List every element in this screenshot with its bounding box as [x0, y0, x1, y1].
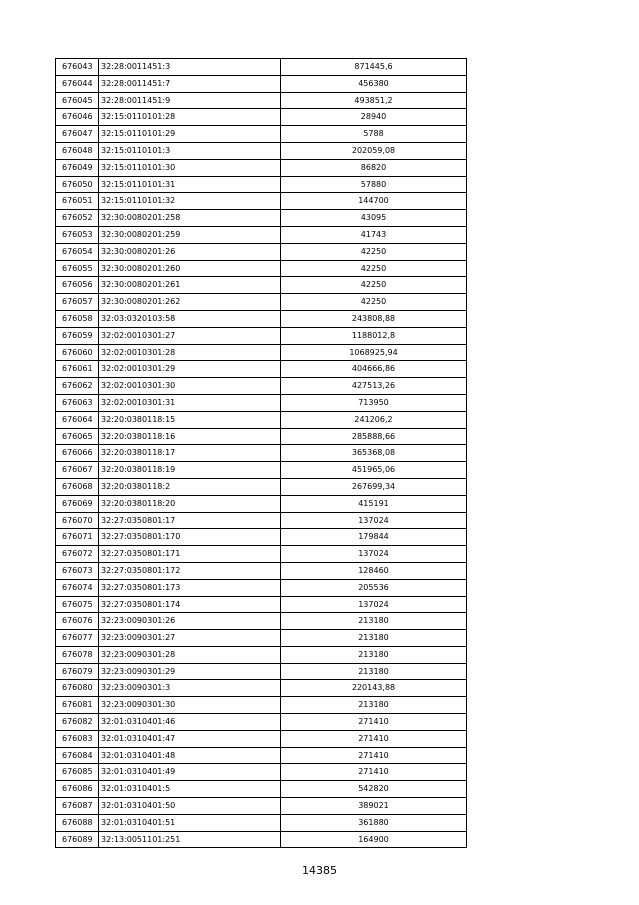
value-cell: 42250: [281, 277, 467, 294]
table-row: [56, 764, 467, 781]
value-cell: 493851,2: [281, 92, 467, 109]
row-id-cell: 676086: [56, 781, 99, 798]
cadastral-number-cell: 32:01:0310401:51: [99, 814, 281, 831]
table-row: [56, 546, 467, 563]
row-id-cell: 676064: [56, 411, 99, 428]
table-row: [56, 714, 467, 731]
table-row: [56, 831, 467, 848]
row-id-cell: 676061: [56, 361, 99, 378]
value-cell: 42250: [281, 243, 467, 260]
value-cell: 137024: [281, 546, 467, 563]
table-row: [56, 243, 467, 260]
cadastral-number-cell: 32:30:0080201:261: [99, 277, 281, 294]
table-row: [56, 176, 467, 193]
value-cell: 871445,6: [281, 59, 467, 76]
cadastral-number-cell: 32:20:0380118:16: [99, 428, 281, 445]
row-id-cell: 676060: [56, 344, 99, 361]
table-row: [56, 226, 467, 243]
cadastral-number-cell: 32:01:0310401:47: [99, 730, 281, 747]
value-cell: 241206,2: [281, 411, 467, 428]
table-row: [56, 646, 467, 663]
row-id-cell: 676068: [56, 478, 99, 495]
cadastral-number-cell: 32:30:0080201:26: [99, 243, 281, 260]
cadastral-number-cell: 32:27:0350801:17: [99, 512, 281, 529]
value-cell: 243808,88: [281, 310, 467, 327]
table-row: [56, 478, 467, 495]
value-cell: 220143,88: [281, 680, 467, 697]
cadastral-number-cell: 32:30:0080201:258: [99, 210, 281, 227]
cadastral-number-cell: 32:30:0080201:260: [99, 260, 281, 277]
value-cell: 213180: [281, 613, 467, 630]
row-id-cell: 676045: [56, 92, 99, 109]
value-cell: 713950: [281, 394, 467, 411]
cadastral-number-cell: 32:27:0350801:172: [99, 562, 281, 579]
cadastral-number-cell: 32:23:0090301:3: [99, 680, 281, 697]
cadastral-number-cell: 32:02:0010301:30: [99, 378, 281, 395]
row-id-cell: 676049: [56, 159, 99, 176]
value-cell: 179844: [281, 529, 467, 546]
table-row: [56, 294, 467, 311]
value-cell: 415191: [281, 495, 467, 512]
row-id-cell: 676073: [56, 562, 99, 579]
table-row: [56, 630, 467, 647]
table-row: [56, 378, 467, 395]
row-id-cell: 676069: [56, 495, 99, 512]
table-row: [56, 109, 467, 126]
cadastral-number-cell: 32:28:0011451:7: [99, 75, 281, 92]
table-row: [56, 579, 467, 596]
cadastral-number-cell: 32:28:0011451:3: [99, 59, 281, 76]
cadastral-number-cell: 32:20:0380118:19: [99, 462, 281, 479]
row-id-cell: 676089: [56, 831, 99, 848]
row-id-cell: 676048: [56, 142, 99, 159]
value-cell: 41743: [281, 226, 467, 243]
page-number: 14385: [302, 864, 337, 877]
cadastral-number-cell: 32:01:0310401:48: [99, 747, 281, 764]
row-id-cell: 676059: [56, 327, 99, 344]
row-id-cell: 676078: [56, 646, 99, 663]
row-id-cell: 676079: [56, 663, 99, 680]
row-id-cell: 676053: [56, 226, 99, 243]
row-id-cell: 676066: [56, 445, 99, 462]
row-id-cell: 676077: [56, 630, 99, 647]
row-id-cell: 676043: [56, 59, 99, 76]
cadastral-number-cell: 32:13:0051101:251: [99, 831, 281, 848]
table-row: [56, 529, 467, 546]
row-id-cell: 676082: [56, 714, 99, 731]
row-id-cell: 676062: [56, 378, 99, 395]
table-row: [56, 344, 467, 361]
table-row: [56, 512, 467, 529]
cadastral-value-table: [55, 58, 467, 848]
table-row: [56, 613, 467, 630]
cadastral-number-cell: 32:01:0310401:5: [99, 781, 281, 798]
table-row: [56, 697, 467, 714]
table-row: [56, 562, 467, 579]
cadastral-number-cell: 32:20:0380118:20: [99, 495, 281, 512]
table-row: [56, 59, 467, 76]
row-id-cell: 676052: [56, 210, 99, 227]
row-id-cell: 676047: [56, 126, 99, 143]
row-id-cell: 676051: [56, 193, 99, 210]
value-cell: 427513,26: [281, 378, 467, 395]
cadastral-number-cell: 32:01:0310401:46: [99, 714, 281, 731]
value-cell: 28940: [281, 109, 467, 126]
row-id-cell: 676081: [56, 697, 99, 714]
table-row: [56, 495, 467, 512]
table-row: [56, 142, 467, 159]
table-row: [56, 814, 467, 831]
row-id-cell: 676044: [56, 75, 99, 92]
value-cell: 285888,66: [281, 428, 467, 445]
table-row: [56, 428, 467, 445]
cadastral-number-cell: 32:01:0310401:50: [99, 798, 281, 815]
row-id-cell: 676067: [56, 462, 99, 479]
table-row: [56, 680, 467, 697]
cadastral-number-cell: 32:27:0350801:171: [99, 546, 281, 563]
value-cell: 456380: [281, 75, 467, 92]
row-id-cell: 676084: [56, 747, 99, 764]
table-row: [56, 445, 467, 462]
value-cell: 128460: [281, 562, 467, 579]
cadastral-number-cell: 32:30:0080201:262: [99, 294, 281, 311]
table-row: [56, 327, 467, 344]
row-id-cell: 676056: [56, 277, 99, 294]
row-id-cell: 676055: [56, 260, 99, 277]
value-cell: 57880: [281, 176, 467, 193]
cadastral-number-cell: 32:28:0011451:9: [99, 92, 281, 109]
value-cell: 86820: [281, 159, 467, 176]
table-row: [56, 193, 467, 210]
cadastral-number-cell: 32:02:0010301:29: [99, 361, 281, 378]
value-cell: 542820: [281, 781, 467, 798]
value-cell: 137024: [281, 512, 467, 529]
row-id-cell: 676075: [56, 596, 99, 613]
row-id-cell: 676076: [56, 613, 99, 630]
value-cell: 205536: [281, 579, 467, 596]
value-cell: 164900: [281, 831, 467, 848]
table-row: [56, 663, 467, 680]
row-id-cell: 676074: [56, 579, 99, 596]
table-row: [56, 596, 467, 613]
value-cell: 43095: [281, 210, 467, 227]
value-cell: 361880: [281, 814, 467, 831]
cadastral-number-cell: 32:15:0110101:3: [99, 142, 281, 159]
cadastral-number-cell: 32:02:0010301:28: [99, 344, 281, 361]
table-row: [56, 159, 467, 176]
value-cell: 1188012,8: [281, 327, 467, 344]
cadastral-number-cell: 32:15:0110101:29: [99, 126, 281, 143]
row-id-cell: 676050: [56, 176, 99, 193]
cadastral-number-cell: 32:30:0080201:259: [99, 226, 281, 243]
row-id-cell: 676046: [56, 109, 99, 126]
value-cell: 451965,06: [281, 462, 467, 479]
value-cell: 271410: [281, 714, 467, 731]
table-row: [56, 277, 467, 294]
row-id-cell: 676058: [56, 310, 99, 327]
cadastral-number-cell: 32:20:0380118:15: [99, 411, 281, 428]
cadastral-number-cell: 32:23:0090301:29: [99, 663, 281, 680]
cadastral-number-cell: 32:20:0380118:2: [99, 478, 281, 495]
table-row: [56, 411, 467, 428]
row-id-cell: 676072: [56, 546, 99, 563]
table-row: [56, 75, 467, 92]
value-cell: 5788: [281, 126, 467, 143]
value-cell: 213180: [281, 697, 467, 714]
row-id-cell: 676088: [56, 814, 99, 831]
table-row: [56, 310, 467, 327]
cadastral-number-cell: 32:23:0090301:28: [99, 646, 281, 663]
value-cell: 202059,08: [281, 142, 467, 159]
cadastral-number-cell: 32:27:0350801:173: [99, 579, 281, 596]
value-cell: 42250: [281, 260, 467, 277]
cadastral-number-cell: 32:20:0380118:17: [99, 445, 281, 462]
value-cell: 271410: [281, 747, 467, 764]
cadastral-number-cell: 32:15:0110101:31: [99, 176, 281, 193]
table-row: [56, 462, 467, 479]
table-row: [56, 394, 467, 411]
table-row: [56, 730, 467, 747]
value-cell: 271410: [281, 730, 467, 747]
row-id-cell: 676080: [56, 680, 99, 697]
cadastral-number-cell: 32:27:0350801:170: [99, 529, 281, 546]
table-row: [56, 781, 467, 798]
row-id-cell: 676063: [56, 394, 99, 411]
cadastral-number-cell: 32:23:0090301:26: [99, 613, 281, 630]
cadastral-number-cell: 32:15:0110101:30: [99, 159, 281, 176]
cadastral-number-cell: 32:15:0110101:32: [99, 193, 281, 210]
row-id-cell: 676083: [56, 730, 99, 747]
value-cell: 267699,34: [281, 478, 467, 495]
cadastral-number-cell: 32:23:0090301:30: [99, 697, 281, 714]
value-cell: 137024: [281, 596, 467, 613]
table-row: [56, 210, 467, 227]
table-row: [56, 92, 467, 109]
value-cell: 404666,86: [281, 361, 467, 378]
row-id-cell: 676071: [56, 529, 99, 546]
table-row: [56, 798, 467, 815]
table-body: [56, 59, 467, 848]
cadastral-number-cell: 32:03:0320103:58: [99, 310, 281, 327]
table-row: [56, 361, 467, 378]
row-id-cell: 676057: [56, 294, 99, 311]
value-cell: 389021: [281, 798, 467, 815]
value-cell: 213180: [281, 630, 467, 647]
value-cell: 144700: [281, 193, 467, 210]
row-id-cell: 676070: [56, 512, 99, 529]
value-cell: 271410: [281, 764, 467, 781]
cadastral-number-cell: 32:23:0090301:27: [99, 630, 281, 647]
value-cell: 213180: [281, 646, 467, 663]
row-id-cell: 676085: [56, 764, 99, 781]
row-id-cell: 676087: [56, 798, 99, 815]
cadastral-number-cell: 32:27:0350801:174: [99, 596, 281, 613]
value-cell: 213180: [281, 663, 467, 680]
table-row: [56, 747, 467, 764]
row-id-cell: 676065: [56, 428, 99, 445]
cadastral-number-cell: 32:02:0010301:27: [99, 327, 281, 344]
value-cell: 42250: [281, 294, 467, 311]
cadastral-number-cell: 32:15:0110101:28: [99, 109, 281, 126]
table-row: [56, 260, 467, 277]
cadastral-number-cell: 32:02:0010301:31: [99, 394, 281, 411]
value-cell: 1068925,94: [281, 344, 467, 361]
table-row: [56, 126, 467, 143]
cadastral-number-cell: 32:01:0310401:49: [99, 764, 281, 781]
value-cell: 365368,08: [281, 445, 467, 462]
row-id-cell: 676054: [56, 243, 99, 260]
